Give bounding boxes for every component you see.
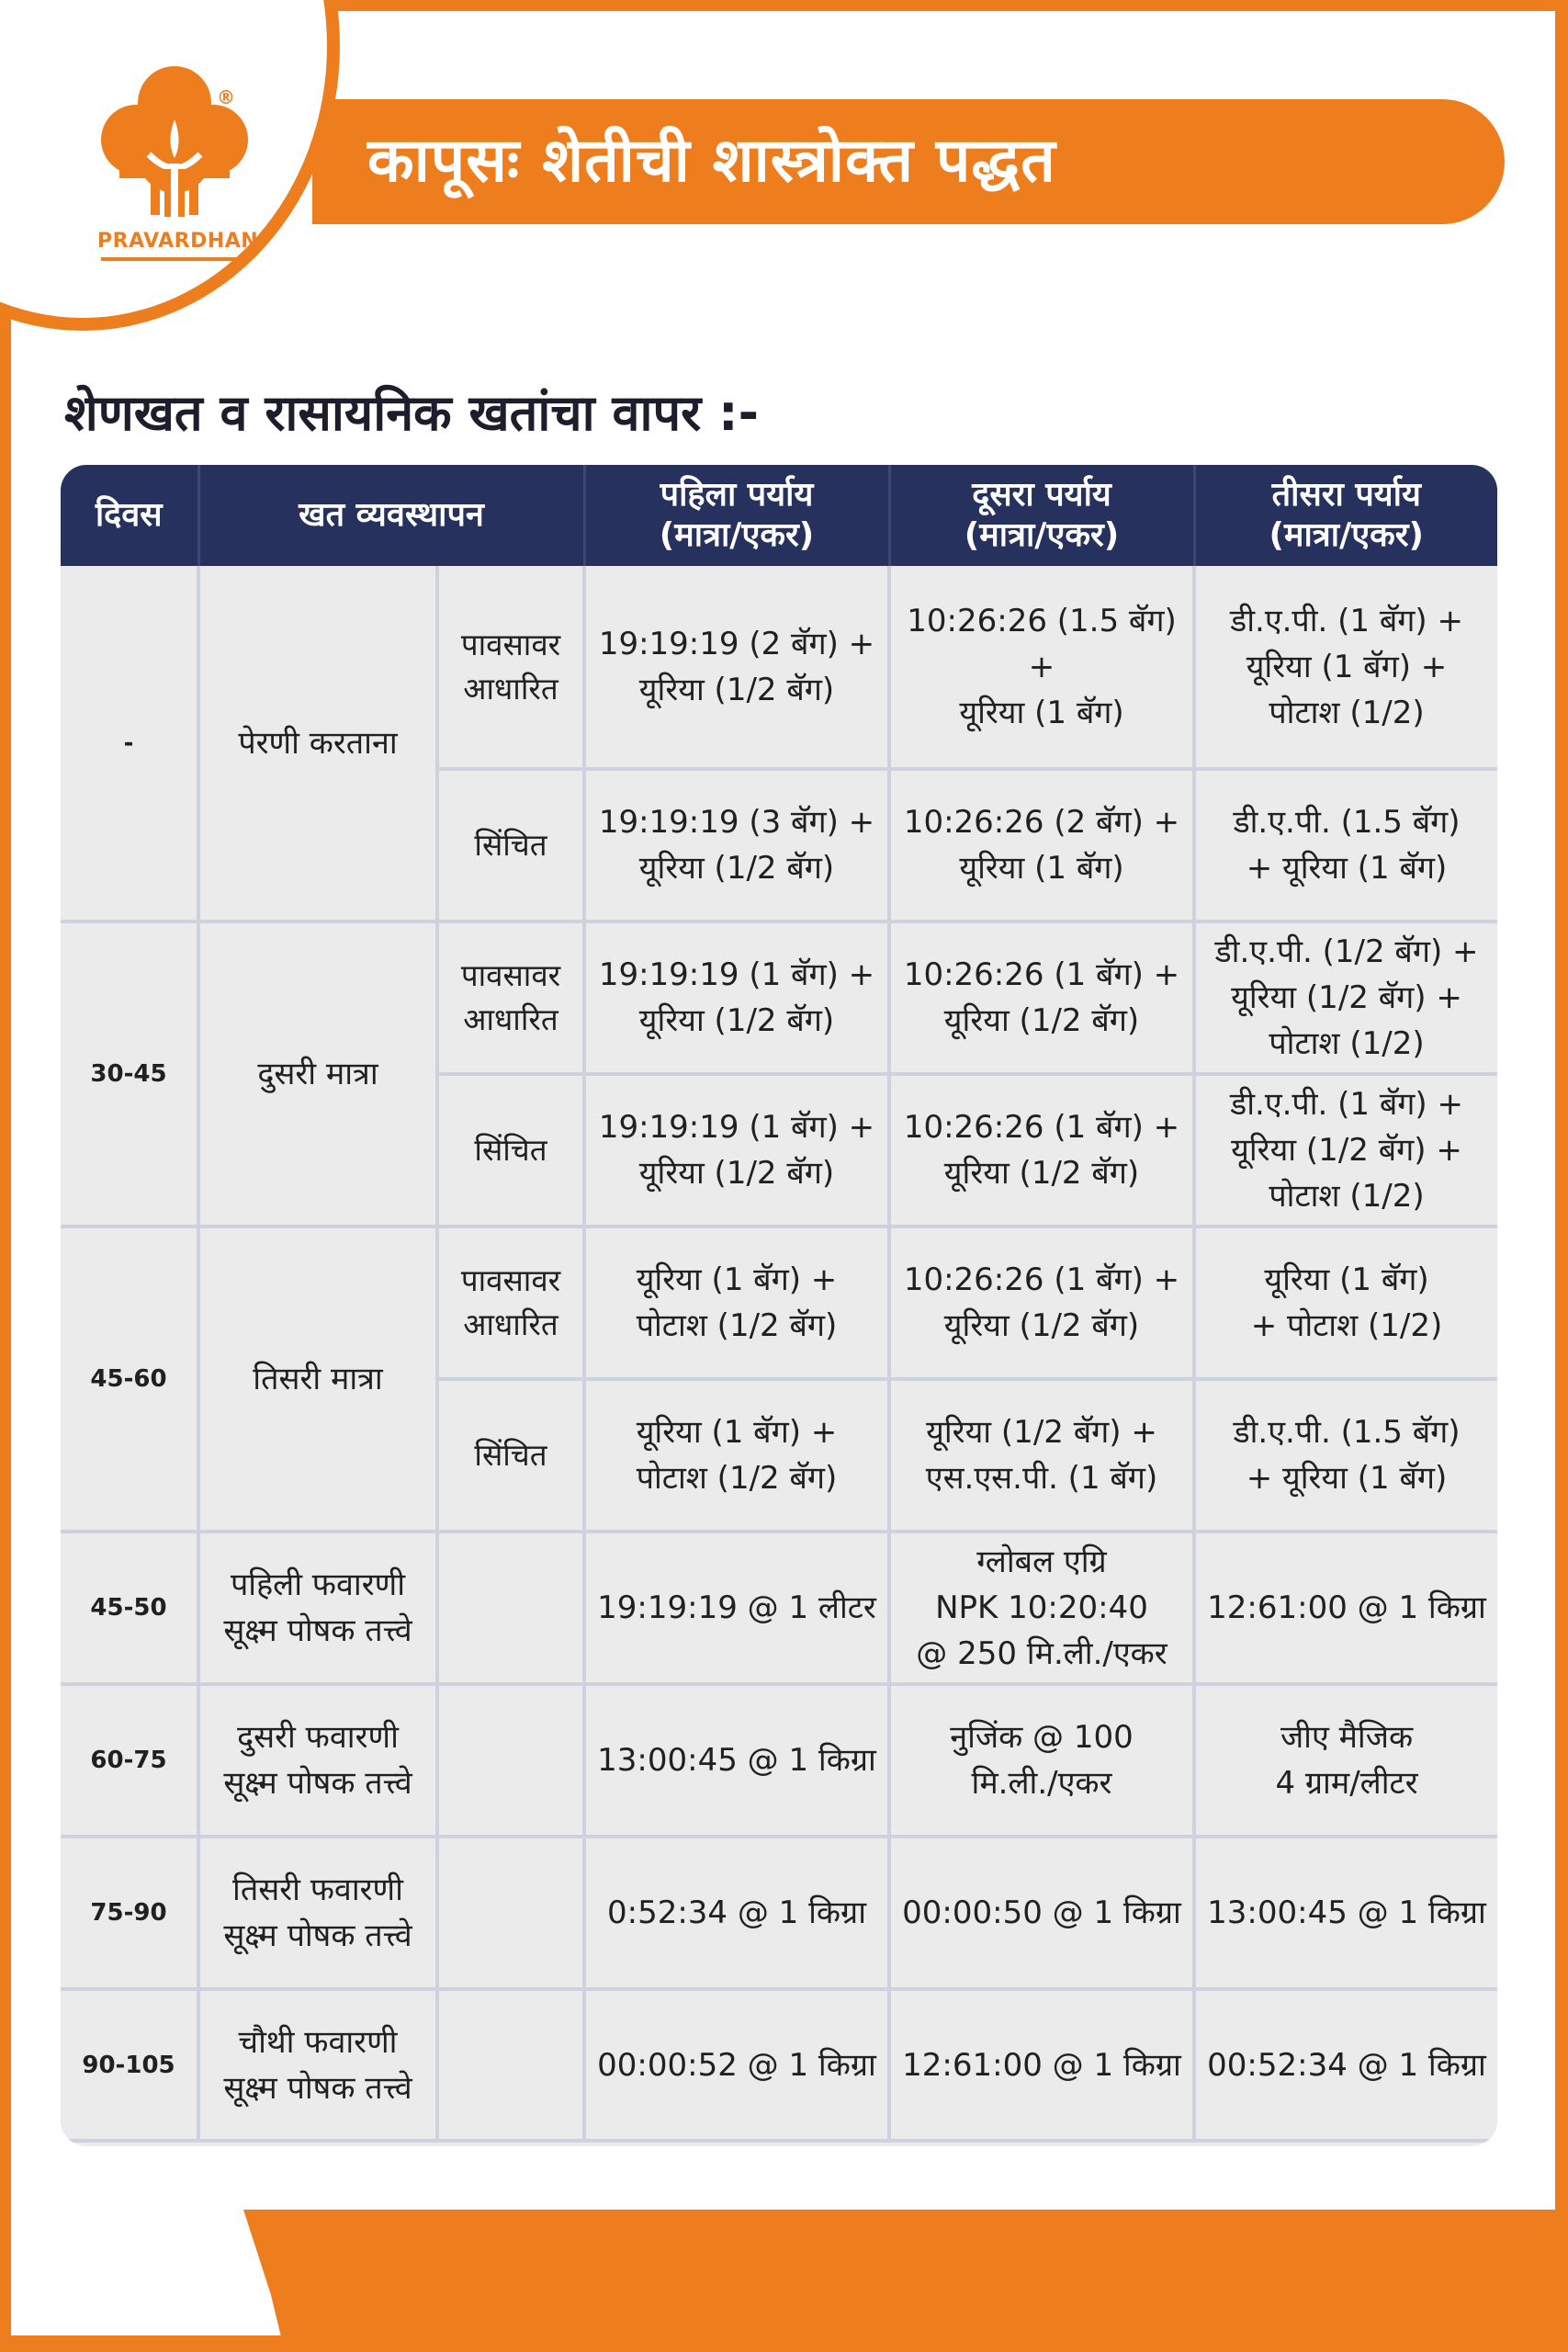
frame-right	[1555, 0, 1568, 2352]
empty-cell	[437, 1989, 584, 2141]
header-option-2: दूसरा पर्याय (मात्रा/एकर)	[889, 465, 1194, 566]
option-1-cell: यूरिया (1 बॅग) + पोटाश (1/2 बॅग)	[584, 1379, 889, 1532]
stage-cell: दुसरी फवारणी सूक्ष्म पोषक तत्त्वे	[198, 1684, 437, 1837]
table-row	[61, 922, 1497, 1074]
day-cell: -	[61, 566, 198, 922]
spray-row	[61, 1837, 1497, 1989]
day-cell: 30-45	[61, 922, 198, 1227]
header-option-1: पहिला पर्याय (मात्रा/एकर)	[584, 465, 889, 566]
option-3-cell: 00:52:34 @ 1 किग्रा	[1194, 1989, 1497, 2141]
option-1-cell: 19:19:19 (1 बॅग) + यूरिया (1/2 बॅग)	[584, 1074, 889, 1227]
option-2-cell: 10:26:26 (1.5 बॅग) + यूरिया (1 बॅग)	[889, 566, 1194, 769]
day-cell: 45-60	[61, 1227, 198, 1532]
stage-cell: तिसरी फवारणी सूक्ष्म पोषक तत्त्वे	[198, 1837, 437, 1989]
option-1-cell: 13:00:45 @ 1 किग्रा	[584, 1684, 889, 1837]
brand-name: PRAVARDHAN	[97, 230, 259, 253]
option-3-cell: डी.ए.पी. (1.5 बॅग) + यूरिया (1 बॅग)	[1194, 1379, 1497, 1532]
irrigation-type-cell: पावसावर आधारित	[437, 922, 584, 1074]
option-1-cell: 19:19:19 (3 बॅग) + यूरिया (1/2 बॅग)	[584, 769, 889, 922]
irrigation-type-cell: पावसावर आधारित	[437, 1227, 584, 1379]
header-row	[61, 465, 1497, 566]
option-2-cell: नुजिंक @ 100 मि.ली./एकर	[889, 1684, 1194, 1837]
table-row	[61, 1227, 1497, 1379]
option-3-cell: डी.ए.पी. (1 बॅग) + यूरिया (1/2 बॅग) + पोटाश (1/2)	[1194, 1074, 1497, 1227]
option-2-cell: 10:26:26 (1 बॅग) + यूरिया (1/2 बॅग)	[889, 1074, 1194, 1227]
option-1-cell: 19:19:19 (1 बॅग) + यूरिया (1/2 बॅग)	[584, 922, 889, 1074]
page-title: कापूसः शेतीची शास्त्रोक्त पद्धत	[367, 125, 1056, 196]
day-cell: 90-105	[61, 1989, 198, 2141]
irrigation-type-cell: सिंचित	[437, 769, 584, 922]
spray-row	[61, 1684, 1497, 1837]
option-3-cell: डी.ए.पी. (1.5 बॅग) + यूरिया (1 बॅग)	[1194, 769, 1497, 922]
option-1-cell: 0:52:34 @ 1 किग्रा	[584, 1837, 889, 1989]
frame-bottom	[0, 2335, 1568, 2352]
header-management: खत व्यवस्थापन	[198, 465, 584, 566]
option-3-cell: जीए मैजिक 4 ग्राम/लीटर	[1194, 1684, 1497, 1837]
day-cell: 60-75	[61, 1684, 198, 1837]
fertilizer-table	[61, 465, 1497, 2146]
option-2-cell: यूरिया (1/2 बॅग) + एस.एस.पी. (1 बॅग)	[889, 1379, 1194, 1532]
header-option-3: तीसरा पर्याय (मात्रा/एकर)	[1194, 465, 1497, 566]
stage-cell: तिसरी मात्रा	[198, 1227, 437, 1532]
empty-cell	[437, 1684, 584, 1837]
frame-left	[0, 0, 11, 2352]
stage-cell: दुसरी मात्रा	[198, 922, 437, 1227]
option-1-cell: 00:00:52 @ 1 किग्रा	[584, 1989, 889, 2141]
option-1-cell: यूरिया (1 बॅग) + पोटाश (1/2 बॅग)	[584, 1227, 889, 1379]
option-3-cell: डी.ए.पी. (1/2 बॅग) + यूरिया (1/2 बॅग) + पोटाश (1/2)	[1194, 922, 1497, 1074]
spray-row	[61, 1532, 1497, 1684]
spray-row	[61, 1989, 1497, 2141]
day-cell: 45-50	[61, 1532, 198, 1684]
section-heading: शेणखत व रासायनिक खतांचा वापर :-	[64, 384, 760, 442]
option-3-cell: डी.ए.पी. (1 बॅग) + यूरिया (1 बॅग) + पोटाश (1/2)	[1194, 566, 1497, 769]
stage-cell: पेरणी करताना	[198, 566, 437, 922]
option-1-cell: 19:19:19 @ 1 लीटर	[584, 1532, 889, 1684]
option-2-cell: 00:00:50 @ 1 किग्रा	[889, 1837, 1194, 1989]
stage-cell: पहिली फवारणी सूक्ष्म पोषक तत्त्वे	[198, 1532, 437, 1684]
registered-mark: ®	[217, 86, 235, 108]
option-2-cell: 10:26:26 (2 बॅग) + यूरिया (1 बॅग)	[889, 769, 1194, 922]
brand-underline	[101, 257, 250, 261]
empty-cell	[437, 1837, 584, 1989]
option-3-cell: यूरिया (1 बॅग) + पोटाश (1/2)	[1194, 1227, 1497, 1379]
irrigation-type-cell: सिंचित	[437, 1379, 584, 1532]
day-cell: 75-90	[61, 1837, 198, 1989]
fertilizer-schedule-table	[61, 465, 1497, 2143]
option-2-cell: 10:26:26 (1 बॅग) + यूरिया (1/2 बॅग)	[889, 1227, 1194, 1379]
table-row	[61, 566, 1497, 769]
empty-cell	[437, 1532, 584, 1684]
irrigation-type-cell: पावसावर आधारित	[437, 566, 584, 769]
stage-cell: चौथी फवारणी सूक्ष्म पोषक तत्त्वे	[198, 1989, 437, 2141]
option-3-cell: 12:61:00 @ 1 किग्रा	[1194, 1532, 1497, 1684]
option-2-cell: 10:26:26 (1 बॅग) + यूरिया (1/2 बॅग)	[889, 922, 1194, 1074]
irrigation-type-cell: सिंचित	[437, 1074, 584, 1227]
option-1-cell: 19:19:19 (2 बॅग) + यूरिया (1/2 बॅग)	[584, 566, 889, 769]
option-2-cell: 12:61:00 @ 1 किग्रा	[889, 1989, 1194, 2141]
header-day: दिवस	[61, 465, 198, 566]
option-2-cell: ग्लोबल एग्रि NPK 10:20:40 @ 250 मि.ली./एकर	[889, 1532, 1194, 1684]
option-3-cell: 13:00:45 @ 1 किग्रा	[1194, 1837, 1497, 1989]
footer-band	[243, 2210, 1568, 2352]
